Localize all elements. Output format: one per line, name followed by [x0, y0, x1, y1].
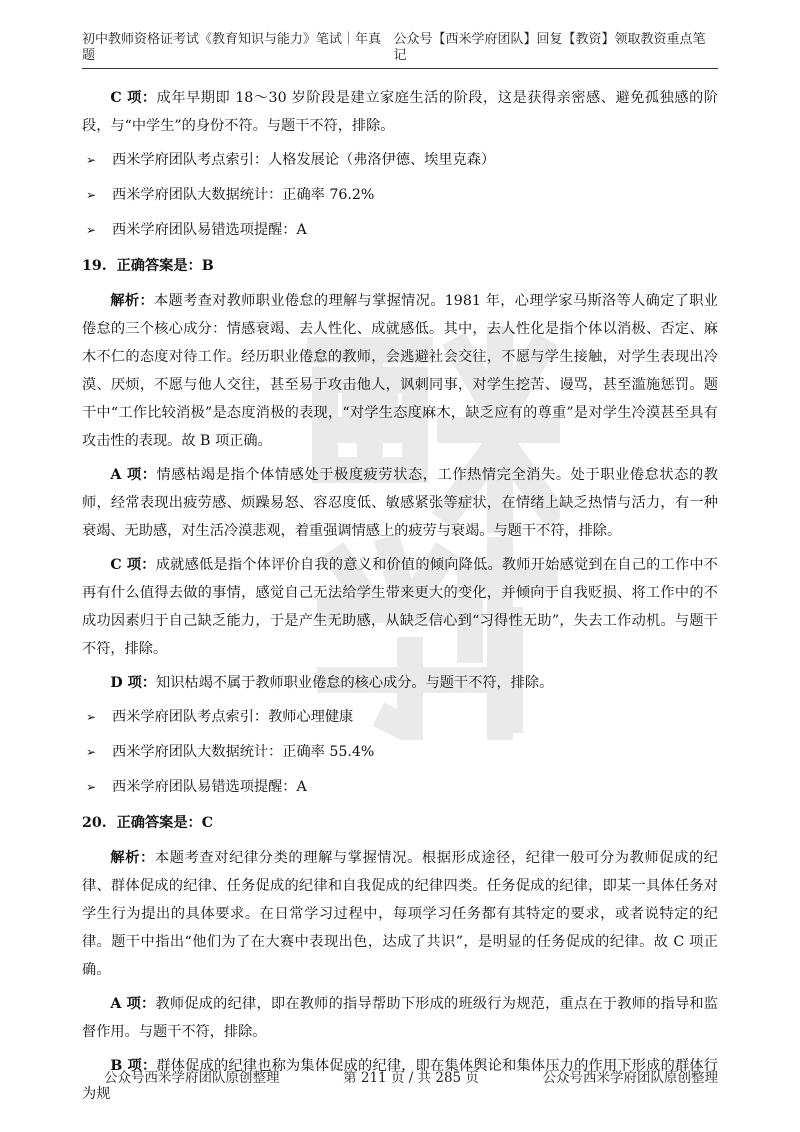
arrow-bullet-icon: ➢ [86, 745, 97, 759]
q18-option-c: C 项：成年早期即 18～30 岁阶段是建立家庭生活的阶段，这是获得亲密感、避免孤独感的阶段，与“中学生”的身份不符。与题干不符，排除。 [82, 90, 718, 134]
page-footer [104, 1066, 718, 1086]
q19-option-c: C 项：成就感低是指个体评价自我的意义和价值的倾向降低。教师开始感觉到在自己的工作中不再有什么值得去做的事情，感觉自己无法给学生带来更大的变化，并倾向于自我贬损、将工作中的不成功因素归于自己缺乏能力，于是产生无助感，从缺乏信心到“习得性无助”，失去工作动机。与题干不符，排除。 [82, 557, 718, 657]
arrow-bullet-icon: ➢ [86, 780, 97, 794]
arrow-bullet-icon: ➢ [86, 710, 97, 724]
q18-bullet-stats: ➢ 西米学府团队大数据统计：正确率 76.2% [82, 181, 718, 209]
header-right: 公众号【西米学府团队】回复【教资】领取教资重点笔记 [393, 32, 706, 63]
q20-analysis: 解析：本题考查对纪律分类的理解与掌握情况。根据形成途径，纪律一般可分为教师促成的纪律、群体促成的纪律、任务促成的纪律和自我促成的纪律四类。任务促成的纪律，即某一具体任务对学生行为提出的具体要求。在日常学习过程中，每项学习任务都有其特定的要求，或者说特定的纪律。题干中指出“他们为了在大赛中表现出色，达成了共识”，是明显的任务促成的纪律。故 C 项正确。 [82, 850, 718, 978]
page-header [82, 32, 718, 69]
q19-option-d: D 项：知识枯竭不属于教师职业倦怠的核心成分。与题干不符，排除。 [110, 675, 554, 691]
q18-bullet-pitfall: ➢ 西米学府团队易错选项提醒：A [82, 216, 718, 244]
q20-option-b: B 项：群体促成的纪律也称为集体促成的纪律，即在集体舆论和集体压力的作用下形成的群体行为规 [82, 1058, 718, 1102]
q19-analysis: 解析：本题考查对教师职业倦怠的理解与掌握情况。1981 年，心理学家马斯洛等人确定了职业倦怠的三个核心成分：情感衰竭、去人性化、成就感低。其中，去人性化是指个体以消极、否定、麻木不仁的态度对待工作。经历职业倦怠的教师，会逃避社会交往，不愿与学生接触，对学生表现出冷漠、厌烦，不愿与他人交往，甚至易于攻击他人，讽刺同事，对学生挖苦、谩骂，甚至滥施惩罚。题干中“工作比较消极”是态度消极的表现，“对学生态度麻木，缺乏应有的尊重”是对学生冷漠甚至具有攻击性的表现。故 B 项正确。 [82, 293, 718, 449]
q20-option-a: A 项：教师促成的纪律，即在教师的指导帮助下形成的班级行为规范，重点在于教师的指导和监督作用。与题干不符，排除。 [82, 996, 718, 1040]
q19-option-a: A 项：情感枯竭是指个体情感处于极度疲劳状态，工作热情完全消失。处于职业倦怠状态的教师，经常表现出疲劳感、烦躁易怒、容忍度低、敏感紧张等症状，在情绪上缺乏热情与活力，有一种衰竭、无助感，对生活冷漠悲观，着重强调情感上的疲劳与衰竭。与题干不符，排除。 [82, 467, 718, 539]
footer-left: 公众号西米学府团队原创整理 [104, 1070, 280, 1086]
header-left: 初中教师资格证考试《教育知识与能力》笔试｜年真题 [82, 32, 382, 63]
page-content [82, 84, 718, 1114]
q19-bullet-stats: ➢ 西米学府团队大数据统计：正确率 55.4% [82, 738, 718, 766]
q19-bullet-index: ➢ 西米学府团队考点索引：教师心理健康 [82, 703, 718, 731]
q19-bullet-pitfall: ➢ 西米学府团队易错选项提醒：A [82, 773, 718, 801]
page-number: 第 211 页 / 共 285 页 [343, 1070, 479, 1086]
q20-answer: 20. 正确答案是：C [82, 815, 214, 831]
q18-bullet-index: ➢ 西米学府团队考点索引：人格发展论（弗洛伊德、埃里克森） [82, 146, 718, 174]
footer-right: 公众号西米学府团队原创整理 [542, 1070, 718, 1086]
q19-answer: 19. 正确答案是：B [82, 258, 214, 274]
arrow-bullet-icon: ➢ [86, 223, 97, 237]
arrow-bullet-icon: ➢ [86, 188, 97, 202]
arrow-bullet-icon: ➢ [86, 153, 97, 167]
